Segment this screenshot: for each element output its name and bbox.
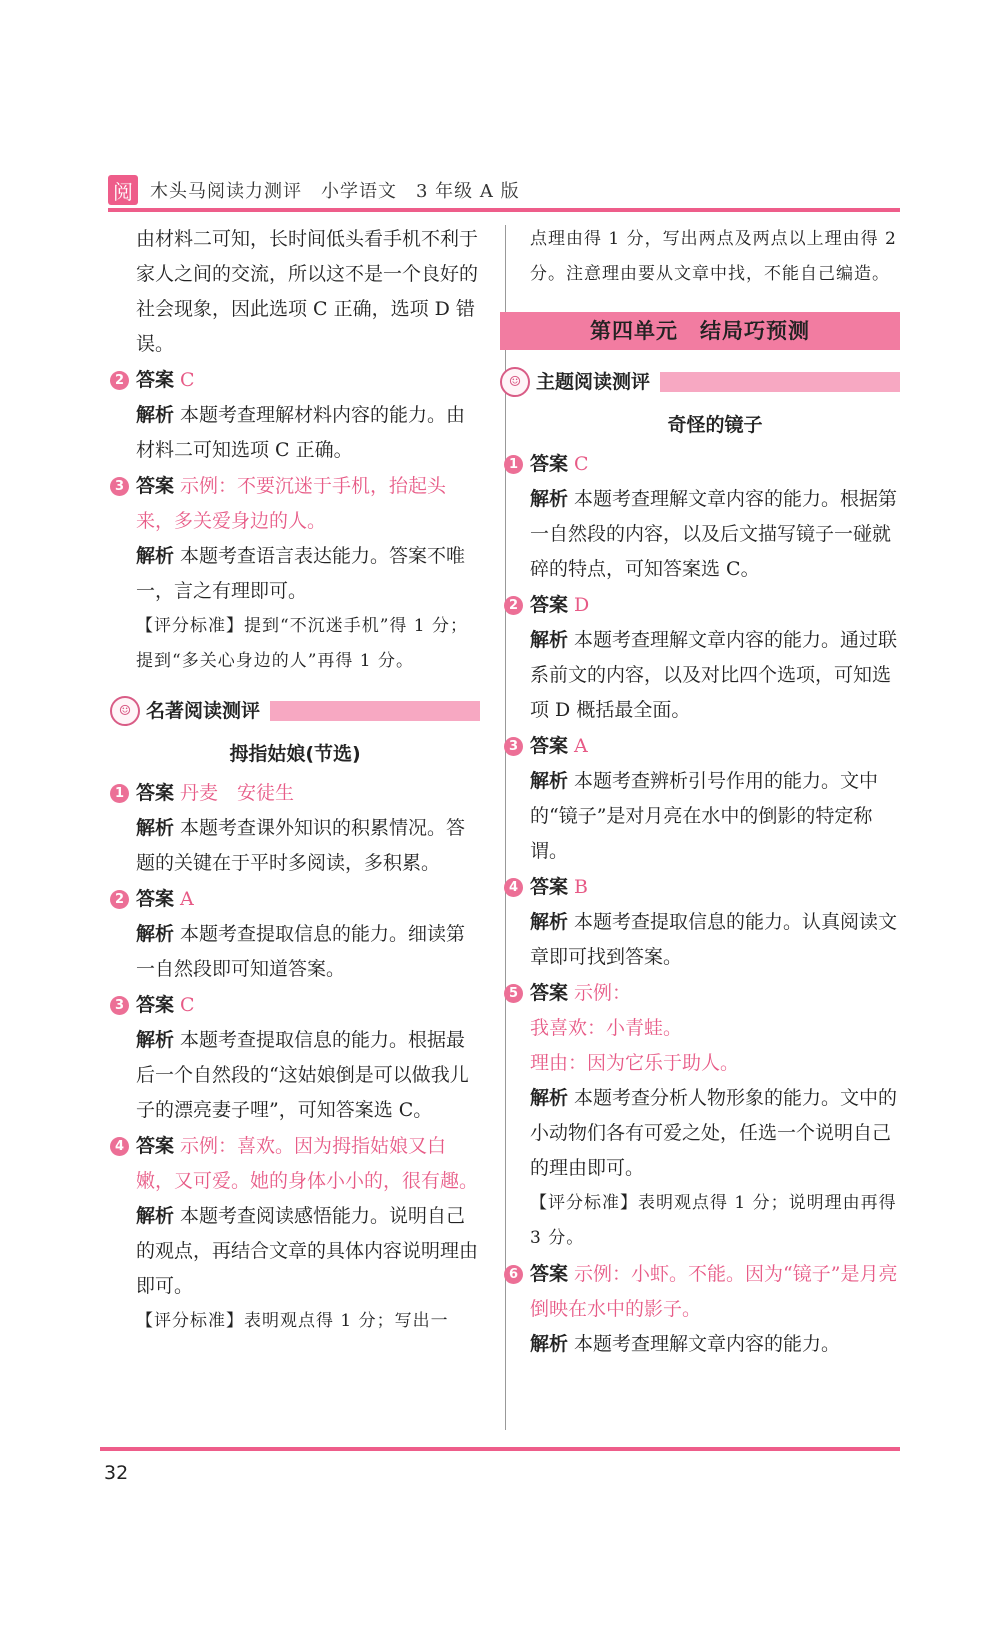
- unit-banner: 第四单元 结局巧预测: [500, 312, 900, 350]
- answer-item: [504, 588, 900, 728]
- answer-item: [110, 1129, 480, 1339]
- answer-text: 示例：小虾。不能。因为“镜子”是月亮倒映在水中的影子。: [530, 1263, 898, 1320]
- analysis-text: 本题考查提取信息的能力。细读第一自然段即可知道答案。: [136, 923, 466, 980]
- analysis-text: 本题考查阅读感悟能力。说明自己的观点，再结合文章的具体内容说明理由即可。: [136, 1205, 479, 1297]
- section-bar: [270, 701, 480, 721]
- analysis-label: 解析: [530, 629, 569, 651]
- passage-title: 奇怪的镜子: [667, 414, 763, 436]
- scoring-standard: 【评分标准】表明观点得 1 分；说明理由再得 3 分。: [530, 1193, 897, 1248]
- analysis-label: 解析: [136, 404, 175, 426]
- answer-text: A: [574, 735, 588, 757]
- answer-item: [110, 363, 480, 468]
- analysis-label: 解析: [530, 911, 569, 933]
- analysis-text: 本题考查分析人物形象的能力。文中的小动物们各有可爱之处，任选一个说明自己的理由即可。: [530, 1087, 898, 1179]
- analysis-label: 解析: [530, 1333, 569, 1355]
- answer-label: 答案: [530, 982, 569, 1004]
- answer-text: 示例：: [574, 982, 632, 1004]
- analysis-label: 解析: [530, 770, 569, 792]
- answer-label: 答案: [530, 876, 569, 898]
- page-header: [108, 172, 900, 208]
- analysis-text: 本题考查提取信息的能力。根据最后一个自然段的“这姑娘倒是可以做我儿子的漂亮妻子哩”，可知答案选 C。: [136, 1029, 469, 1121]
- question-number: 2: [504, 596, 523, 615]
- answer-label: 答案: [136, 369, 175, 391]
- analysis-label: 解析: [136, 545, 175, 567]
- reader-avatar-icon: ☺: [110, 696, 140, 726]
- analysis-text: 本题考查理解文章内容的能力。根据第一自然段的内容，以及后文描写镜子一碰就碎的特点，可知答案选 C。: [530, 488, 898, 580]
- right-column: [508, 222, 900, 1362]
- analysis-label: 解析: [136, 1029, 175, 1051]
- answer-label: 答案: [136, 1135, 175, 1157]
- answer-text: C: [180, 994, 195, 1016]
- analysis-label: 解析: [136, 923, 175, 945]
- answer-text: C: [574, 453, 589, 475]
- answer-label: 答案: [136, 888, 175, 910]
- answer-text: C: [180, 369, 195, 391]
- answer-text: 示例：喜欢。因为拇指姑娘又白嫩，又可爱。她的身体小小的，很有趣。: [136, 1135, 479, 1192]
- analysis-label: 解析: [530, 488, 569, 510]
- section-header: [110, 693, 480, 729]
- answer-item: [504, 870, 900, 975]
- page-number: 32: [104, 1462, 129, 1484]
- answer-item: [504, 1257, 900, 1362]
- question-number: 6: [504, 1265, 523, 1284]
- answer-item: [110, 882, 480, 987]
- left-column: [110, 222, 480, 1339]
- answer-label: 答案: [530, 594, 569, 616]
- scoring-standard: 【评分标准】表明观点得 1 分；写出一: [136, 1311, 449, 1331]
- analysis-text: 本题考查课外知识的积累情况。答题的关键在于平时多阅读，多积累。: [136, 817, 466, 874]
- answer-line: 我喜欢：小青蛙。: [530, 1017, 683, 1039]
- answer-text: 示例：不要沉迷于手机，抬起头来，多关爱身边的人。: [136, 475, 447, 532]
- analysis-text: 本题考查辨析引号作用的能力。文中的“镜子”是对月亮在水中的倒影的特定称谓。: [530, 770, 879, 862]
- analysis-label: 解析: [136, 1205, 175, 1227]
- continued-text: 点理由得 1 分，写出两点及两点以上理由得 2 分。注意理由要从文章中找，不能自己编造。: [530, 229, 897, 284]
- question-number: 2: [110, 371, 129, 390]
- analysis-text: 本题考查提取信息的能力。认真阅读文章即可找到答案。: [530, 911, 898, 968]
- question-number: 3: [110, 477, 129, 496]
- question-number: 3: [504, 737, 523, 756]
- answer-line: 理由：因为它乐于助人。: [530, 1052, 740, 1074]
- answer-label: 答案: [530, 1263, 569, 1285]
- answer-text: 丹麦 安徒生: [180, 782, 295, 804]
- analysis-text: 本题考查理解文章内容的能力。: [574, 1333, 841, 1355]
- question-number: 3: [110, 996, 129, 1015]
- section-title: 主题阅读测评: [536, 370, 651, 393]
- question-number: 1: [504, 455, 523, 474]
- book-logo-icon: 阅: [108, 175, 138, 205]
- analysis-label: 解析: [136, 817, 175, 839]
- answer-item: [110, 776, 480, 881]
- answer-label: 答案: [136, 475, 175, 497]
- answer-item: [504, 729, 900, 869]
- analysis-text: 本题考查理解材料内容的能力。由材料二可知选项 C 正确。: [136, 404, 466, 461]
- scoring-standard: 【评分标准】提到“不沉迷手机”得 1 分；提到“多关心身边的人”再得 1 分。: [136, 616, 469, 671]
- answer-label: 答案: [530, 453, 569, 475]
- answer-text: A: [180, 888, 194, 910]
- answer-text: D: [574, 594, 590, 616]
- question-number: 5: [504, 984, 523, 1003]
- answer-item: [110, 988, 480, 1128]
- reader-avatar-icon: ☺: [500, 367, 530, 397]
- continued-text: 由材料二可知，长时间低头看手机不利于家人之间的交流，所以这不是一个良好的社会现象，因此选项 C 正确，选项 D 错误。: [136, 228, 479, 355]
- analysis-text: 本题考查语言表达能力。答案不唯一，言之有理即可。: [136, 545, 466, 602]
- answer-text: B: [574, 876, 588, 898]
- answer-label: 答案: [136, 994, 175, 1016]
- question-number: 4: [110, 1137, 129, 1156]
- header-rule: [108, 208, 900, 212]
- analysis-label: 解析: [530, 1087, 569, 1109]
- section-title: 名著阅读测评: [146, 699, 261, 722]
- question-number: 1: [110, 784, 129, 803]
- answer-label: 答案: [530, 735, 569, 757]
- section-bar: [660, 372, 900, 392]
- answer-item: [110, 469, 480, 679]
- question-number: 4: [504, 878, 523, 897]
- answer-label: 答案: [136, 782, 175, 804]
- passage-title: 拇指姑娘(节选): [229, 743, 361, 765]
- footer-rule: [100, 1447, 900, 1451]
- answer-item: [504, 976, 900, 1256]
- header-title: 木头马阅读力测评 小学语文 3 年级 A 版: [150, 181, 520, 202]
- question-number: 2: [110, 890, 129, 909]
- answer-item: [504, 447, 900, 587]
- analysis-text: 本题考查理解文章内容的能力。通过联系前文的内容，以及对比四个选项，可知选项 D 概括最全面。: [530, 629, 898, 721]
- section-header: [500, 364, 900, 400]
